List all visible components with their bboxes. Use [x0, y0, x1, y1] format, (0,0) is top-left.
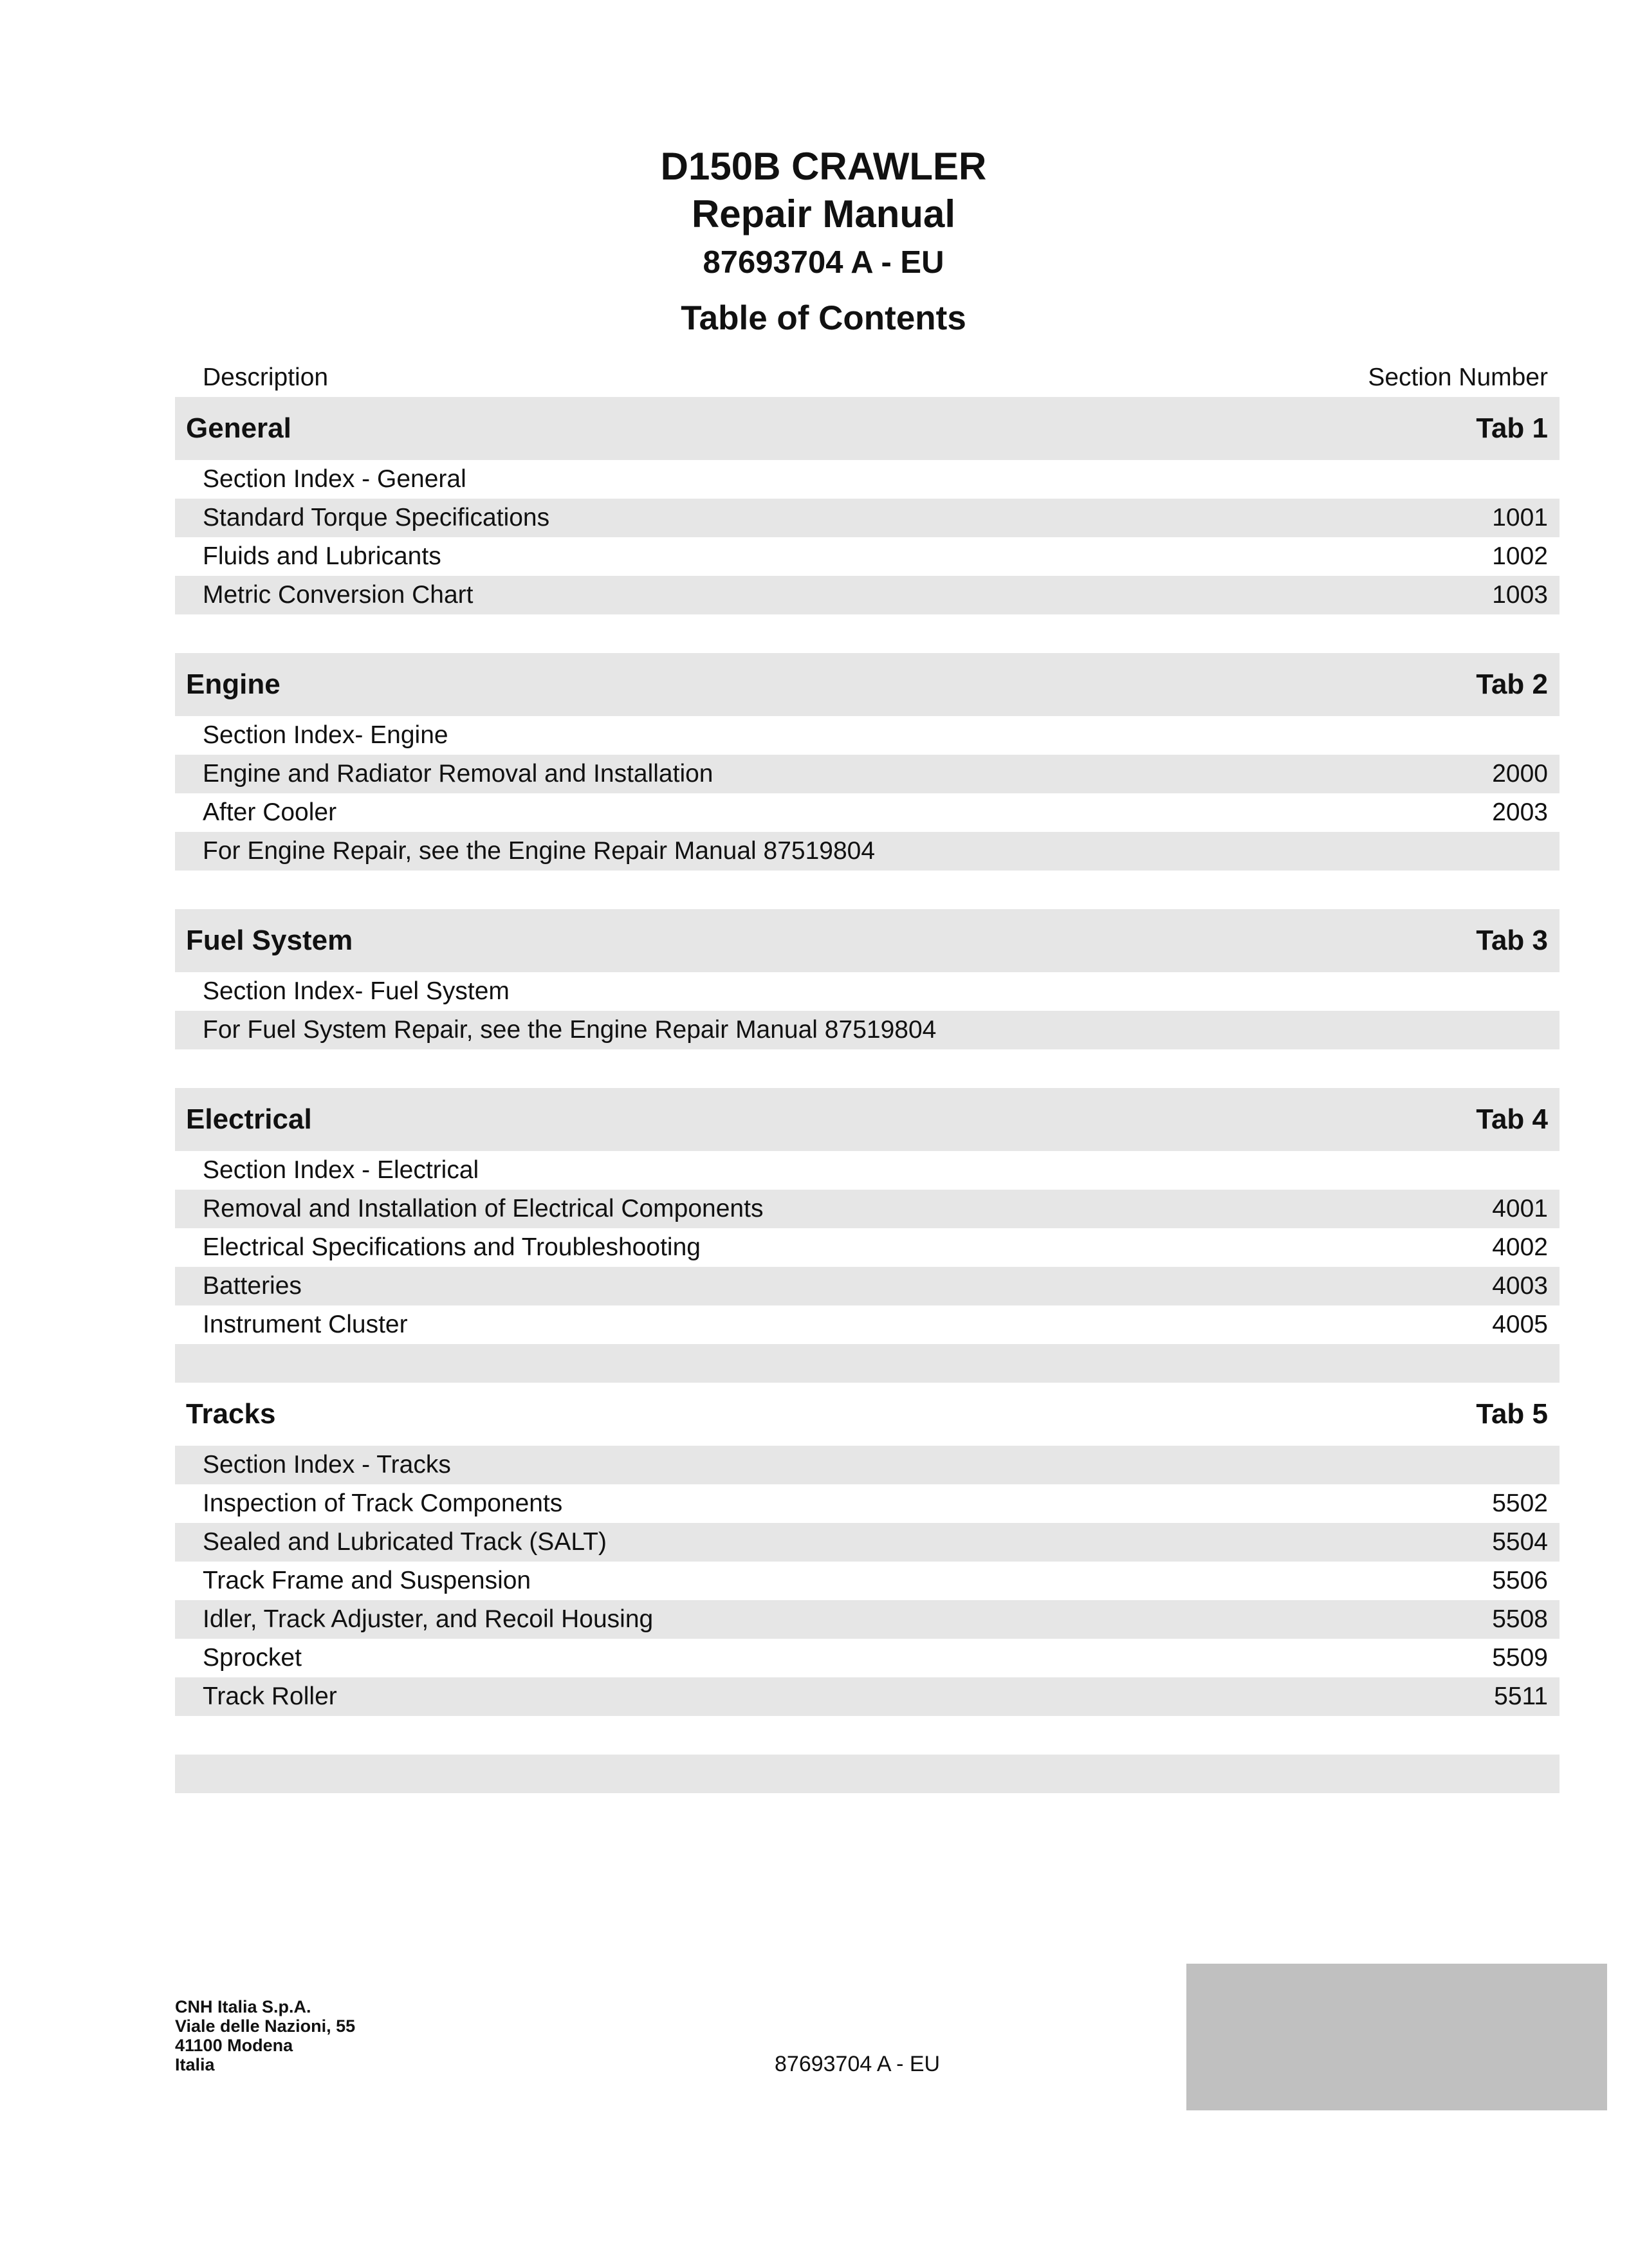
toc-entry-label: Section Index - General — [203, 465, 466, 493]
toc-row[interactable] — [175, 1151, 1560, 1190]
toc-entry-number: 5502 — [1492, 1489, 1548, 1517]
section-tab: Tab 3 — [1476, 925, 1548, 956]
section-name: Engine — [186, 668, 281, 700]
toc-entry-number: 5504 — [1492, 1528, 1548, 1556]
document-subtitle: Repair Manual — [691, 192, 956, 235]
publisher-address — [175, 1997, 355, 2074]
section-spacer — [175, 614, 1560, 653]
section-header-electrical[interactable] — [175, 1088, 1560, 1151]
toc-entry-number: 5508 — [1492, 1605, 1548, 1633]
toc-entry-number: 1001 — [1492, 504, 1548, 531]
section-tab: Tab 4 — [1476, 1103, 1548, 1135]
toc-entry-number: 2003 — [1492, 798, 1548, 826]
toc-entry-label: Removal and Installation of Electrical Components — [203, 1195, 764, 1222]
toc-row[interactable] — [175, 793, 1560, 832]
toc-entry-label: For Fuel System Repair, see the Engine Repair Manual 87519804 — [203, 1016, 937, 1044]
toc-entry-number: 5509 — [1492, 1644, 1548, 1672]
toc-row[interactable] — [175, 1446, 1560, 1484]
section-name: Tracks — [186, 1398, 276, 1430]
toc-entry-label: Idler, Track Adjuster, and Recoil Housing — [203, 1605, 654, 1633]
toc-entry-label: Section Index- Fuel System — [203, 977, 510, 1005]
section-header-general[interactable] — [175, 397, 1560, 460]
toc-row[interactable] — [175, 1011, 1560, 1049]
toc-entry-label: Inspection of Track Components — [203, 1489, 563, 1517]
toc-entry-number: 5511 — [1494, 1683, 1548, 1710]
section-spacer — [175, 1049, 1560, 1088]
section-tab: Tab 2 — [1476, 668, 1548, 700]
toc-row[interactable] — [175, 832, 1560, 871]
toc-entry-number: 2000 — [1492, 760, 1548, 788]
toc-entry-label: Metric Conversion Chart — [203, 581, 474, 609]
empty-row — [175, 1344, 1560, 1383]
toc-entry-label: Standard Torque Specifications — [203, 504, 550, 531]
toc-entry-label: Sealed and Lubricated Track (SALT) — [203, 1528, 607, 1556]
toc-row[interactable] — [175, 1267, 1560, 1305]
toc-entry-number: 1002 — [1492, 542, 1548, 570]
section-header-tracks[interactable] — [175, 1383, 1560, 1446]
toc-row[interactable] — [175, 716, 1560, 755]
toc-row[interactable] — [175, 1305, 1560, 1344]
toc-entry-label: Section Index- Engine — [203, 721, 448, 749]
toc-entry-label: For Engine Repair, see the Engine Repair Manual 87519804 — [203, 837, 876, 865]
toc-entry-number: 4005 — [1492, 1311, 1548, 1338]
toc-row[interactable] — [175, 972, 1560, 1011]
toc-row[interactable] — [175, 576, 1560, 614]
footer-document-number: 87693704 A - EU — [775, 2052, 941, 2076]
section-spacer — [175, 1716, 1560, 1755]
toc-entry-label: Instrument Cluster — [203, 1311, 408, 1338]
toc-row[interactable] — [175, 537, 1560, 576]
toc-row[interactable] — [175, 1523, 1560, 1562]
toc-entry-label: Electrical Specifications and Troubleshooting — [203, 1233, 701, 1261]
toc-row[interactable] — [175, 499, 1560, 537]
toc-entry-label: Track Roller — [203, 1683, 337, 1710]
toc-entry-number: 5506 — [1492, 1567, 1548, 1594]
column-header-section-number: Section Number — [1368, 364, 1548, 391]
toc-entry-label: Engine and Radiator Removal and Installation — [203, 760, 713, 788]
toc-entry-label: Section Index - Electrical — [203, 1156, 479, 1184]
section-name: Fuel System — [186, 925, 353, 956]
toc-entry-number: 4002 — [1492, 1233, 1548, 1261]
toc-entry-label: Section Index - Tracks — [203, 1451, 451, 1479]
toc-entry-number: 4003 — [1492, 1272, 1548, 1300]
toc-entry-label: Sprocket — [203, 1644, 302, 1672]
toc-heading: Table of Contents — [681, 299, 966, 337]
toc-entry-label: Fluids and Lubricants — [203, 542, 441, 570]
column-header-description: Description — [203, 364, 329, 391]
toc-entry-label: After Cooler — [203, 798, 337, 826]
toc-row[interactable] — [175, 1228, 1560, 1267]
toc-row[interactable] — [175, 1484, 1560, 1523]
address-line: Viale delle Nazioni, 55 — [175, 2016, 356, 2036]
footer-grey-box — [1186, 1964, 1607, 2110]
address-line: 41100 Modena — [175, 2036, 293, 2055]
section-header-engine[interactable] — [175, 653, 1560, 716]
document-number: 87693704 A - EU — [703, 245, 944, 280]
table-of-contents — [175, 397, 1560, 1793]
document-title: D150B CRAWLER — [660, 145, 987, 188]
toc-row[interactable] — [175, 1562, 1560, 1600]
toc-entry-label: Batteries — [203, 1272, 302, 1300]
toc-row[interactable] — [175, 755, 1560, 793]
section-tab: Tab 1 — [1476, 412, 1548, 444]
section-name: Electrical — [186, 1103, 312, 1135]
toc-row[interactable] — [175, 1677, 1560, 1716]
toc-row[interactable] — [175, 1600, 1560, 1639]
section-name: General — [186, 412, 291, 444]
empty-row — [175, 1755, 1560, 1793]
address-line: Italia — [175, 2055, 215, 2074]
address-line: CNH Italia S.p.A. — [175, 1997, 311, 2016]
toc-row[interactable] — [175, 460, 1560, 499]
section-spacer — [175, 871, 1560, 909]
toc-entry-number: 1003 — [1492, 581, 1548, 609]
section-header-fuel-system[interactable] — [175, 909, 1560, 972]
toc-row[interactable] — [175, 1190, 1560, 1228]
section-tab: Tab 5 — [1476, 1398, 1548, 1430]
toc-row[interactable] — [175, 1639, 1560, 1677]
toc-entry-number: 4001 — [1492, 1195, 1548, 1222]
toc-entry-label: Track Frame and Suspension — [203, 1567, 531, 1594]
